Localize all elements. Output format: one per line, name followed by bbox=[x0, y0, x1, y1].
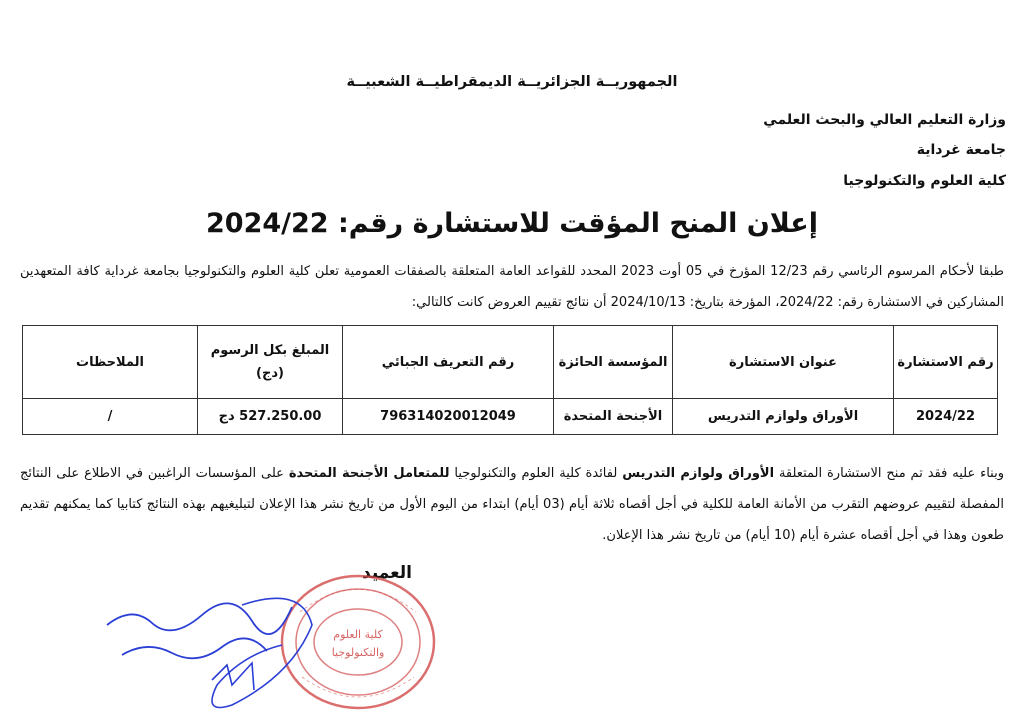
faculty-name: كلية العلوم والتكنولوجيا bbox=[843, 173, 1006, 189]
university-name: جامعة غرداية bbox=[916, 142, 1006, 158]
ministry-name: وزارة التعليم العالي والبحث العلمي bbox=[763, 112, 1006, 128]
header-notes: الملاحظات bbox=[23, 326, 198, 399]
cell-tax-id: 796314020012049 bbox=[343, 399, 554, 435]
header-tax-id: رقم التعريف الجبائي bbox=[343, 326, 554, 399]
cell-winning-company: الأجنحة المتحدة bbox=[554, 399, 673, 435]
republic-heading: الجمهوريــة الجزائريــة الديمقراطيــة الشعبيــة bbox=[346, 74, 678, 90]
dean-title: العميد bbox=[362, 563, 412, 583]
award-paragraph bbox=[20, 458, 1004, 551]
cell-consultation-number: 2024/22 bbox=[894, 399, 998, 435]
cell-amount: 527.250.00 دج bbox=[198, 399, 343, 435]
cell-notes: / bbox=[23, 399, 198, 435]
header-amount-unit: (دج) bbox=[256, 366, 284, 381]
results-table bbox=[22, 325, 998, 435]
award-text-part1: وبناء عليه فقد تم منح الاستشارة المتعلقة bbox=[774, 466, 1004, 481]
cell-consultation-title: الأوراق ولوازم التدريس bbox=[673, 399, 894, 435]
award-subject-bold: الأوراق ولوازم التدريس bbox=[622, 466, 775, 481]
table-row bbox=[23, 399, 998, 435]
svg-text:والتكنولوجيا: والتكنولوجيا bbox=[331, 646, 385, 659]
award-contractor-bold: للمتعامل الأجنحة المتحدة bbox=[288, 466, 450, 481]
announcement-title: إعلان المنح المؤقت للاستشارة رقم: 2024/22 bbox=[206, 208, 818, 239]
header-winning-company: المؤسسة الحائزة bbox=[554, 326, 673, 399]
header-consultation-number: رقم الاستشارة bbox=[894, 326, 998, 399]
header-amount bbox=[198, 326, 343, 399]
handwritten-signature bbox=[92, 585, 332, 720]
header-amount-label: المبلغ بكل الرسوم bbox=[210, 343, 330, 358]
intro-paragraph: طبقا لأحكام المرسوم الرئاسي رقم 12/23 المؤرخ في 05 أوت 2023 المحدد للقواعد العامة المتعلقة بالصفقات العمومية تعلن كلية العلوم والتكنولوجيا بجامعة غرداية كافة المتعهدين المشاركين في الاستشارة رقم: 2024/22، المؤرخة بتاريخ: 2024/10/13 أن نتائج تقييم العروض كانت كالتالي: bbox=[20, 264, 1004, 310]
award-text-part3: على المؤسسات الراغبين في الاطلاع على النتائج المفصلة لتقييم عروضهم التقرب من الأمانة العامة للكلية في أجل أقصاه ثلاثة أيام (03 أيام) ابتداء من اليوم الأول من تاريخ نشر هذا الإعلان لتبليغيهم بهذه النتائج كتابيا كما يمكنهم تقديم طعون وهذا في أجل أقصاه عشرة أيام (10 أيام) من تاريخ نشر هذا الإعلان. bbox=[20, 466, 1004, 543]
award-text-part2: لفائدة كلية العلوم والتكنولوجيا bbox=[449, 466, 623, 481]
svg-text:كلية العلوم: كلية العلوم bbox=[333, 628, 383, 641]
header-consultation-title: عنوان الاستشارة bbox=[673, 326, 894, 399]
table-header-row bbox=[23, 326, 998, 399]
